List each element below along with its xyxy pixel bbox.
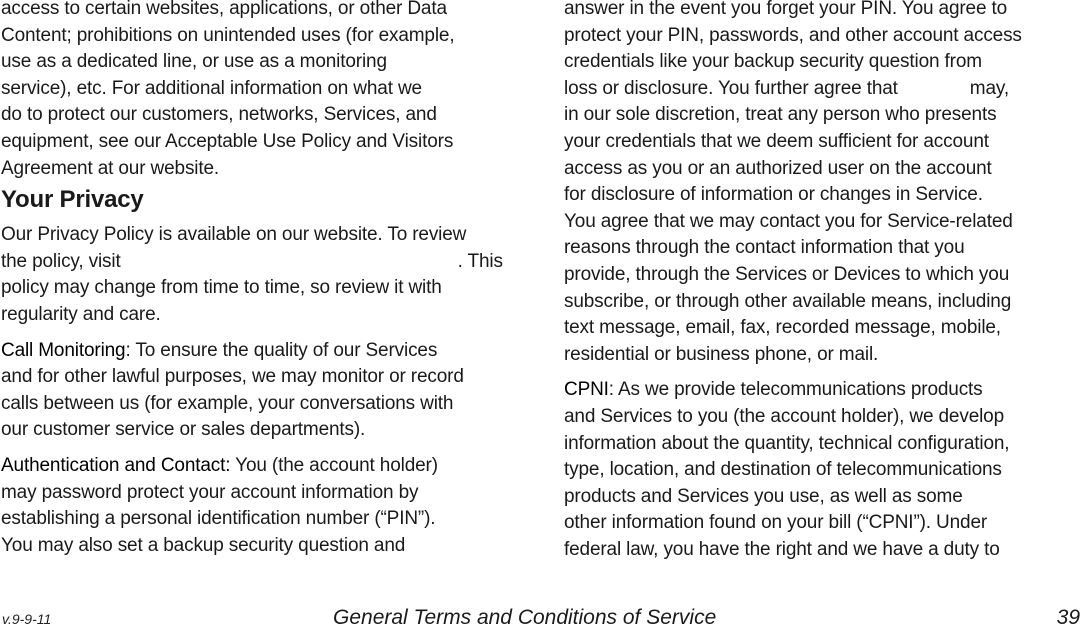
text-line [1,249,529,276]
paragraph-cpni [564,377,1086,563]
text-fragment: : To ensure the quality of our Services [125,339,438,361]
text-fragment: . This [457,250,503,272]
text-line: information about the quantity, technical configuration, [564,432,1010,454]
text-line [1,338,529,365]
text-line: access to certain websites, applications, or other Data [1,0,447,19]
text-fragment: the policy, visit [1,250,121,272]
text-line: credentials like your backup security question from [564,51,982,73]
text-line: text message, email, fax, recorded message, mobile, [564,317,1001,339]
text-line [1,453,529,480]
text-line: policy may change from time to time, so review it with [1,277,442,299]
text-fragment: may, [969,77,1009,99]
text-fragment: loss or disclosure. You further agree that [564,77,898,99]
term-call-monitoring: Call Monitoring [1,339,126,361]
text-line: service), etc. For additional information on what we [1,77,422,99]
text-line: and for other lawful purposes, we may monitor or record [1,366,464,388]
text-line: establishing a personal identification number (“PIN”). [1,508,436,530]
page-number: 39 [1056,606,1080,629]
text-fragment: You (the account holder) [230,454,438,476]
text-line: calls between us (for example, your conversations with [1,392,454,414]
left-column [1,0,529,559]
paragraph-authentication [1,453,529,559]
text-line: your credentials that we deem sufficient for account [564,130,989,152]
text-line: answer in the event you forget your PIN. You agree to [564,0,1008,19]
text-line [564,76,1086,103]
paragraph-call-monitoring [1,338,529,444]
text-line: products and Services you use, as well as some [564,485,963,507]
page-footer [0,606,1087,630]
text-line: You may also set a backup security question and [1,534,406,556]
text-line: Content; prohibitions on unintended uses (for example, [1,24,455,46]
text-line: federal law, you have the right and we have a duty to [564,538,1000,560]
text-line: Agreement at our website. [1,157,220,179]
text-line: provide, through the Services or Devices to which you [564,263,1010,285]
term-authentication-contact: Authentication and Contact: [1,454,231,476]
paragraph-privacy-policy [1,222,529,328]
text-line: other information found on your bill (“CPNI”). Under [564,512,988,534]
text-line: do to protect our customers, networks, Services, and [1,104,437,126]
text-line: type, location, and destination of telecommunications [564,459,1002,481]
text-line [564,377,1086,404]
paragraph-pin-credentials [564,0,1086,368]
text-line: our customer service or sales departments). [1,419,366,441]
text-line: residential or business phone, or mail. [564,343,879,365]
text-line: access as you or an authorized user on the account [564,157,992,179]
version-label: v.9-9-11 [2,611,52,627]
paragraph-data-content [1,0,529,182]
right-column [564,0,1086,563]
text-line: equipment, see our Acceptable Use Policy and Visitors [1,130,454,152]
text-line: may password protect your account information by [1,481,419,503]
text-line: You agree that we may contact you for Service-related [564,210,1013,232]
section-heading-your-privacy: Your Privacy [1,186,144,214]
document-title: General Terms and Conditions of Service [333,606,717,629]
term-cpni: CPNI [564,379,609,401]
text-line: use as a dedicated line, or use as a monitoring [1,51,387,73]
text-line: for disclosure of information or changes in Service. [564,184,983,206]
text-line: and Services to you (the account holder), we develop [564,405,1005,427]
text-line: regularity and care. [1,303,161,325]
text-line: subscribe, or through other available means, including [564,290,1012,312]
text-line: in our sole discretion, treat any person who presents [564,104,997,126]
text-line: reasons through the contact information that you [564,237,965,259]
text-line: protect your PIN, passwords, and other account access [564,24,1022,46]
text-fragment: : As we provide telecommunications products [608,379,983,401]
text-line: Our Privacy Policy is available on our website. To review [1,224,467,246]
